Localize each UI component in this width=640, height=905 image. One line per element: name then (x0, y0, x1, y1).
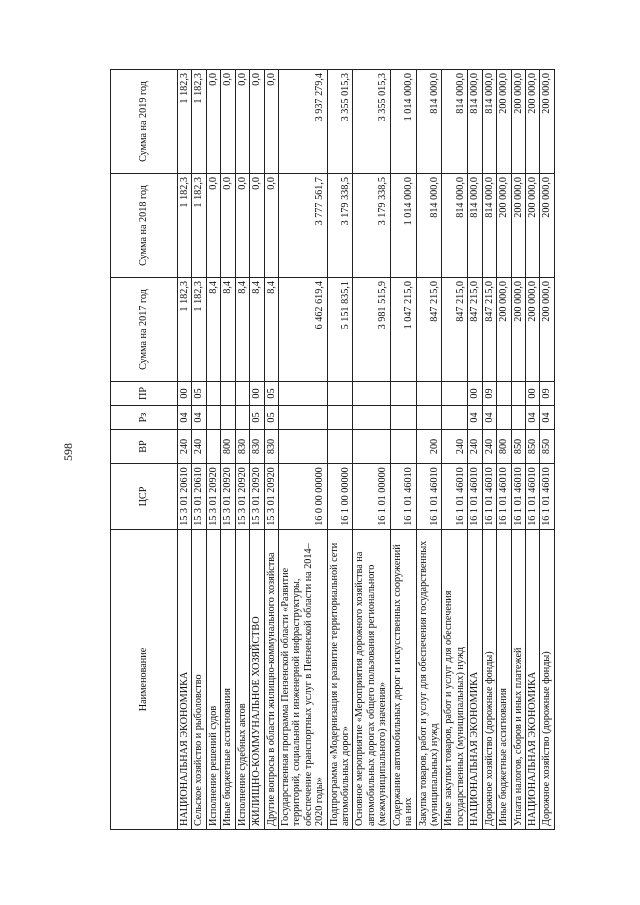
cell-pr: 05 (264, 382, 278, 406)
cell-s2018: 0,0 (250, 174, 264, 278)
cell-s2018: 200 000,0 (525, 174, 539, 278)
cell-pr: 09 (540, 382, 554, 406)
cell-s2019: 3 937 279,4 (278, 70, 327, 174)
cell-name: ЖИЛИЩНО-КОММУНАЛЬНОЕ ХОЗЯЙСТВО (250, 530, 264, 830)
header-pr: ПР (111, 382, 178, 406)
cell-csr: 16 1 01 00000 (353, 464, 390, 530)
cell-csr: 16 1 01 46010 (511, 464, 525, 530)
cell-s2018: 814 000,0 (468, 174, 482, 278)
cell-s2019: 200 000,0 (540, 70, 554, 174)
cell-name: Основное мероприятие «Мероприятия дорожного хозяйства на автомобильных дорогах общего пользования регионального (межмуниципального) значения» (353, 530, 390, 830)
cell-pr (353, 382, 390, 406)
cell-vr (278, 430, 327, 464)
table-row (178, 70, 192, 830)
cell-s2017: 1 182,3 (192, 278, 206, 382)
header-csr: ЦСР (111, 464, 178, 530)
cell-pr (390, 382, 416, 406)
cell-csr: 16 1 01 46010 (482, 464, 496, 530)
cell-name: Подпрограмма «Модернизация и развитие территориальной сети автомобильных дорог» (327, 530, 353, 830)
cell-vr: 800 (221, 430, 235, 464)
cell-s2017: 8,4 (235, 278, 249, 382)
cell-pr (497, 382, 511, 406)
rotated-table-container (110, 70, 570, 830)
cell-csr: 16 1 00 00000 (327, 464, 353, 530)
cell-s2019: 814 000,0 (468, 70, 482, 174)
cell-csr: 16 1 01 46010 (540, 464, 554, 530)
budget-table (110, 69, 555, 830)
cell-rz: 04 (468, 406, 482, 430)
header-sum-2017: Сумма на 2017 год (111, 278, 178, 382)
cell-pr (221, 382, 235, 406)
table-body (178, 70, 555, 830)
cell-rz: 04 (525, 406, 539, 430)
cell-s2018: 200 000,0 (511, 174, 525, 278)
cell-vr: 240 (178, 430, 192, 464)
cell-csr: 15 3 01 20920 (250, 464, 264, 530)
cell-s2019: 0,0 (250, 70, 264, 174)
cell-csr: 15 3 01 20920 (221, 464, 235, 530)
cell-name: НАЦИОНАЛЬНАЯ ЭКОНОМИКА (468, 530, 482, 830)
cell-rz (327, 406, 353, 430)
cell-s2019: 0,0 (235, 70, 249, 174)
table-row (221, 70, 235, 830)
cell-name: Дорожное хозяйство (дорожные фонды) (540, 530, 554, 830)
cell-name: Иные закупки товаров, работ и услуг для обеспечения государственных (муниципальных) нужд (442, 530, 468, 830)
cell-s2017: 847 215,0 (468, 278, 482, 382)
cell-pr (235, 382, 249, 406)
table-row (235, 70, 249, 830)
cell-vr: 850 (525, 430, 539, 464)
table-row (353, 70, 390, 830)
cell-s2019: 814 000,0 (442, 70, 468, 174)
cell-name: Сельское хозяйство и рыболовство (192, 530, 206, 830)
cell-pr (442, 382, 468, 406)
cell-s2019: 1 182,3 (192, 70, 206, 174)
cell-s2017: 6 462 619,4 (278, 278, 327, 382)
cell-rz: 05 (250, 406, 264, 430)
cell-vr: 240 (468, 430, 482, 464)
table-row (250, 70, 264, 830)
cell-s2018: 814 000,0 (482, 174, 496, 278)
cell-vr: 800 (497, 430, 511, 464)
cell-vr: 240 (482, 430, 496, 464)
table-row (264, 70, 278, 830)
cell-rz (442, 406, 468, 430)
cell-s2017: 1 182,3 (178, 278, 192, 382)
table-row (468, 70, 482, 830)
cell-s2019: 3 355 015,3 (327, 70, 353, 174)
cell-csr: 16 1 01 46010 (416, 464, 442, 530)
cell-pr: 00 (468, 382, 482, 406)
cell-pr (511, 382, 525, 406)
cell-pr: 09 (482, 382, 496, 406)
cell-s2017: 200 000,0 (540, 278, 554, 382)
cell-vr (353, 430, 390, 464)
cell-name: Государственная программа Пензенской области «Развитие территорий, социальной и инженерной инфраструктуры, обеспечение транспортных услуг в Пензенской области на 2014–2020 годы» (278, 530, 327, 830)
cell-s2017: 200 000,0 (511, 278, 525, 382)
cell-rz (353, 406, 390, 430)
table-row (390, 70, 416, 830)
cell-vr: 830 (264, 430, 278, 464)
table-row (525, 70, 539, 830)
cell-csr: 15 3 01 20920 (264, 464, 278, 530)
table-row (327, 70, 353, 830)
cell-s2018: 3 777 561,7 (278, 174, 327, 278)
cell-rz: 04 (540, 406, 554, 430)
cell-name: Дорожное хозяйство (дорожные фонды) (482, 530, 496, 830)
cell-name: Исполнение судебных актов (235, 530, 249, 830)
table-row (206, 70, 220, 830)
cell-s2017: 847 215,0 (416, 278, 442, 382)
cell-vr: 830 (250, 430, 264, 464)
cell-vr: 240 (192, 430, 206, 464)
cell-s2017: 1 047 215,0 (390, 278, 416, 382)
cell-s2018: 3 179 338,5 (353, 174, 390, 278)
cell-s2017: 847 215,0 (482, 278, 496, 382)
cell-s2019: 0,0 (206, 70, 220, 174)
cell-s2019: 1 182,3 (178, 70, 192, 174)
header-rz: Рз (111, 406, 178, 430)
cell-vr: 850 (540, 430, 554, 464)
cell-rz (390, 406, 416, 430)
page-number: 598 (61, 443, 75, 461)
cell-s2019: 1 014 000,0 (390, 70, 416, 174)
header-sum-2019: Сумма на 2019 год (111, 70, 178, 174)
cell-s2018: 200 000,0 (540, 174, 554, 278)
cell-name: НАЦИОНАЛЬНАЯ ЭКОНОМИКА (525, 530, 539, 830)
cell-name: НАЦИОНАЛЬНАЯ ЭКОНОМИКА (178, 530, 192, 830)
cell-csr: 15 3 01 20920 (235, 464, 249, 530)
cell-s2018: 3 179 338,5 (327, 174, 353, 278)
cell-csr: 16 1 01 46010 (497, 464, 511, 530)
cell-pr (278, 382, 327, 406)
cell-rz (497, 406, 511, 430)
cell-s2018: 814 000,0 (416, 174, 442, 278)
cell-s2019: 200 000,0 (511, 70, 525, 174)
cell-csr: 16 1 01 46010 (390, 464, 416, 530)
cell-s2017: 8,4 (264, 278, 278, 382)
cell-s2019: 0,0 (221, 70, 235, 174)
cell-vr: 830 (235, 430, 249, 464)
cell-s2019: 0,0 (264, 70, 278, 174)
cell-rz (206, 406, 220, 430)
cell-name: Исполнение решений судов (206, 530, 220, 830)
cell-s2017: 847 215,0 (442, 278, 468, 382)
header-sum-2018: Сумма на 2018 год (111, 174, 178, 278)
cell-csr: 16 1 01 46010 (442, 464, 468, 530)
cell-csr: 16 1 01 46010 (525, 464, 539, 530)
table-row (540, 70, 554, 830)
cell-rz: 04 (482, 406, 496, 430)
table-row (416, 70, 442, 830)
cell-s2019: 3 355 015,3 (353, 70, 390, 174)
table-row (482, 70, 496, 830)
cell-name: Уплата налогов, сборов и иных платежей (511, 530, 525, 830)
table-row (192, 70, 206, 830)
cell-s2017: 200 000,0 (525, 278, 539, 382)
cell-s2018: 1 182,3 (192, 174, 206, 278)
cell-s2017: 3 981 515,9 (353, 278, 390, 382)
cell-rz (511, 406, 525, 430)
cell-s2019: 814 000,0 (416, 70, 442, 174)
cell-s2018: 0,0 (235, 174, 249, 278)
header-vr: ВР (111, 430, 178, 464)
cell-csr: 16 0 00 00000 (278, 464, 327, 530)
cell-name: Содержание автомобильных дорог и искусственных сооружений на них (390, 530, 416, 830)
table-header-row (111, 70, 178, 830)
cell-rz: 04 (192, 406, 206, 430)
cell-pr: 05 (192, 382, 206, 406)
cell-s2018: 0,0 (221, 174, 235, 278)
cell-vr (327, 430, 353, 464)
cell-s2018: 0,0 (264, 174, 278, 278)
cell-s2019: 200 000,0 (525, 70, 539, 174)
header-name: Наименование (111, 530, 178, 830)
cell-pr: 00 (250, 382, 264, 406)
cell-name: Закупка товаров, работ и услуг для обеспечения государственных (муниципальных) нужд (416, 530, 442, 830)
cell-vr (206, 430, 220, 464)
cell-s2018: 1 014 000,0 (390, 174, 416, 278)
cell-rz (221, 406, 235, 430)
cell-s2018: 814 000,0 (442, 174, 468, 278)
cell-csr: 16 1 01 46010 (468, 464, 482, 530)
cell-s2017: 8,4 (221, 278, 235, 382)
cell-pr (206, 382, 220, 406)
cell-rz (416, 406, 442, 430)
table-row (511, 70, 525, 830)
cell-s2018: 0,0 (206, 174, 220, 278)
cell-s2017: 8,4 (250, 278, 264, 382)
cell-csr: 15 3 01 20610 (178, 464, 192, 530)
cell-rz: 05 (264, 406, 278, 430)
table-row (442, 70, 468, 830)
cell-s2019: 814 000,0 (482, 70, 496, 174)
cell-s2017: 8,4 (206, 278, 220, 382)
cell-rz: 04 (178, 406, 192, 430)
cell-vr: 850 (511, 430, 525, 464)
cell-vr (390, 430, 416, 464)
cell-pr (416, 382, 442, 406)
cell-name: Иные бюджетные ассигнования (221, 530, 235, 830)
cell-s2017: 200 000,0 (497, 278, 511, 382)
cell-s2019: 200 000,0 (497, 70, 511, 174)
cell-name: Другие вопросы в области жилищно-коммунального хозяйства (264, 530, 278, 830)
cell-rz (278, 406, 327, 430)
cell-pr: 00 (525, 382, 539, 406)
table-row (497, 70, 511, 830)
cell-pr: 00 (178, 382, 192, 406)
cell-name: Иные бюджетные ассигнования (497, 530, 511, 830)
cell-rz (235, 406, 249, 430)
table-row (278, 70, 327, 830)
cell-vr: 200 (416, 430, 442, 464)
cell-s2018: 1 182,3 (178, 174, 192, 278)
cell-csr: 15 3 01 20920 (206, 464, 220, 530)
cell-vr: 240 (442, 430, 468, 464)
cell-pr (327, 382, 353, 406)
cell-csr: 15 3 01 20610 (192, 464, 206, 530)
cell-s2017: 5 151 835,1 (327, 278, 353, 382)
cell-s2018: 200 000,0 (497, 174, 511, 278)
